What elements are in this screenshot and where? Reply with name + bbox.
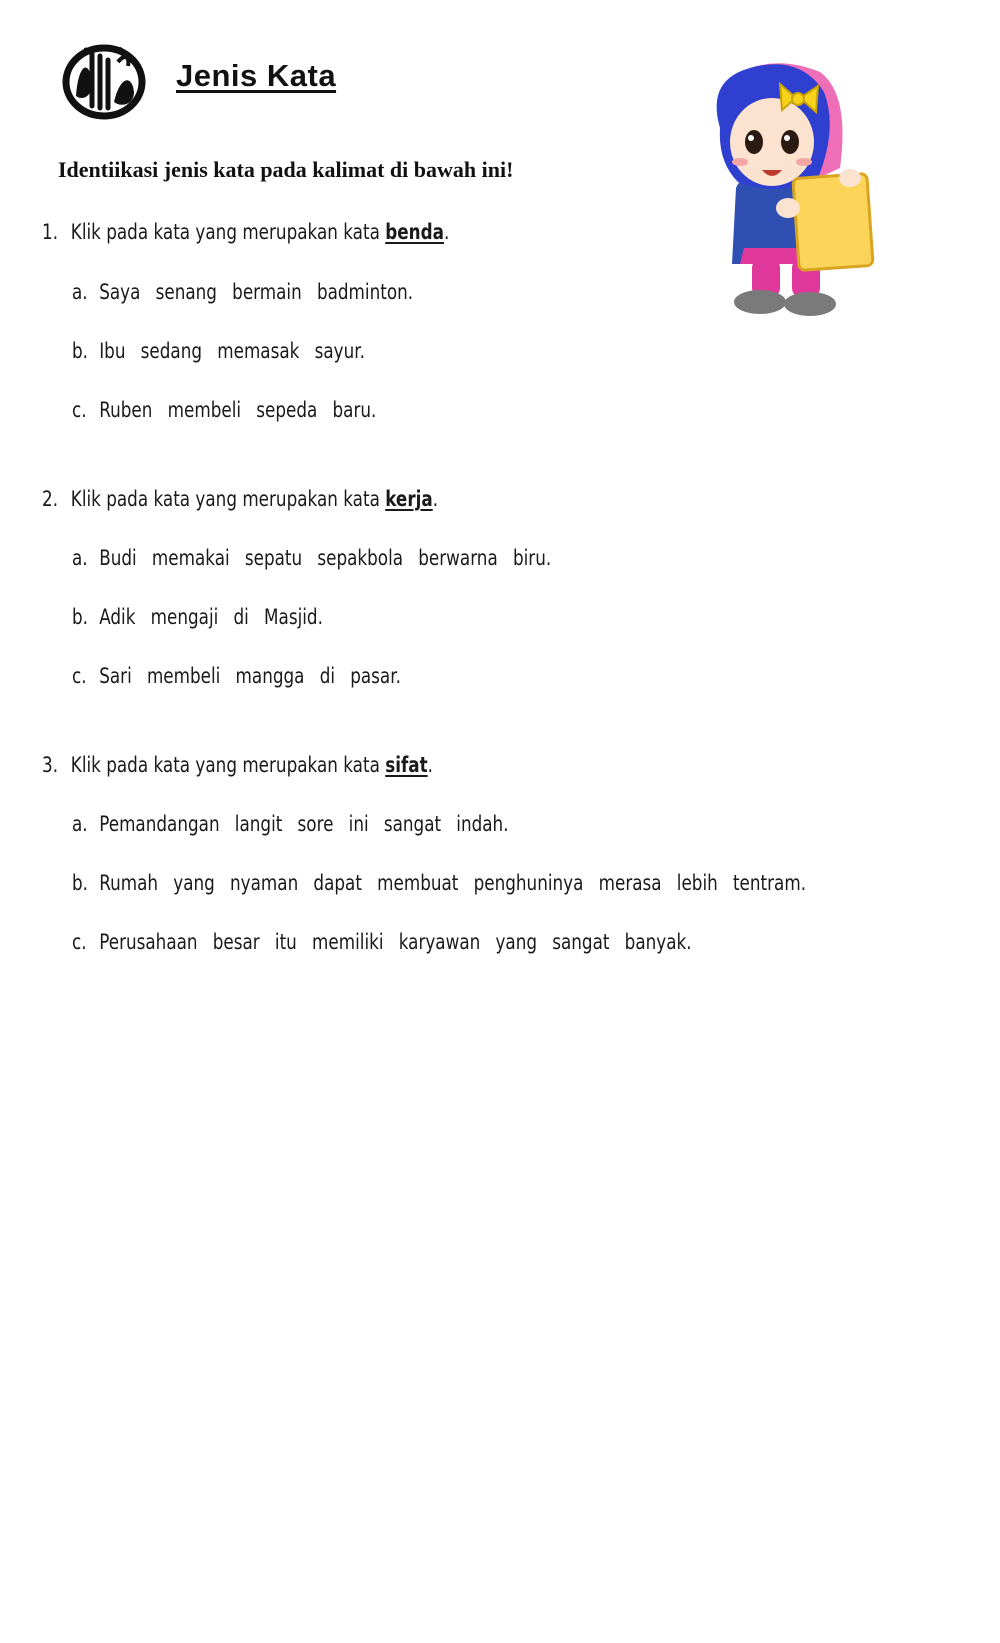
word-option[interactable]: Saya [99, 280, 141, 304]
calligraphy-logo [62, 36, 146, 120]
word-option[interactable]: Masjid. [264, 605, 323, 629]
question-punct: . [443, 220, 450, 244]
word-option[interactable]: Adik [99, 605, 136, 629]
word-option[interactable]: tentram. [732, 871, 807, 895]
word-option[interactable]: lebih [676, 871, 718, 895]
word-option[interactable]: sepakbola [317, 546, 404, 570]
word-option[interactable]: Ibu [99, 339, 126, 363]
option-letter: a. [72, 812, 88, 836]
word-option[interactable]: sangat [552, 930, 610, 954]
option-2b [72, 605, 338, 629]
question-punct: . [432, 487, 439, 511]
word-option[interactable]: nyaman [230, 871, 299, 895]
word-option[interactable]: merasa [598, 871, 662, 895]
option-letter: c. [72, 398, 87, 422]
option-1b [72, 339, 380, 363]
word-option[interactable]: Perusahaan [99, 930, 198, 954]
word-option[interactable]: penghuninya [473, 871, 584, 895]
question-number: 2. [42, 487, 59, 511]
word-option[interactable]: membeli [167, 398, 242, 422]
girl-holding-board-illustration [700, 58, 910, 326]
question-keyword: kerja [385, 487, 433, 511]
word-option[interactable]: sepatu [244, 546, 303, 570]
word-option[interactable]: besar [212, 930, 260, 954]
word-option[interactable]: Sari [99, 664, 132, 688]
word-option[interactable]: membuat [377, 871, 459, 895]
page-title: Jenis Kata [176, 58, 337, 93]
option-letter: b. [72, 605, 89, 629]
option-1a [72, 280, 428, 304]
option-letter: a. [72, 280, 88, 304]
option-2a [72, 546, 566, 570]
word-option[interactable]: membeli [146, 664, 221, 688]
question-prompt: Klik pada kata yang merupakan kata [70, 220, 380, 244]
question-number: 3. [42, 753, 59, 777]
word-option[interactable]: di [319, 664, 336, 688]
word-option[interactable]: sepeda [256, 398, 318, 422]
question-keyword: sifat [385, 753, 428, 777]
option-letter: c. [72, 664, 87, 688]
word-option[interactable]: sangat [383, 812, 442, 836]
option-3c [72, 930, 707, 954]
word-option[interactable]: biru. [512, 546, 552, 570]
word-option[interactable]: Budi [99, 546, 137, 570]
word-option[interactable]: memakai [151, 546, 230, 570]
word-option[interactable]: sedang [140, 339, 203, 363]
word-option[interactable]: dapat [313, 871, 362, 895]
word-option[interactable]: langit [234, 812, 283, 836]
word-option[interactable]: sore [297, 812, 334, 836]
word-option[interactable]: badminton. [316, 280, 414, 304]
option-3b [72, 871, 821, 895]
word-option[interactable]: berwarna [418, 546, 498, 570]
question-3 [42, 753, 433, 777]
word-option[interactable]: memiliki [312, 930, 384, 954]
word-option[interactable]: Ruben [99, 398, 153, 422]
question-punct: . [427, 753, 433, 777]
word-option[interactable]: Rumah [99, 871, 159, 895]
option-letter: c. [72, 930, 87, 954]
option-letter: b. [72, 871, 89, 895]
word-option[interactable]: indah. [456, 812, 509, 836]
option-letter: b. [72, 339, 89, 363]
word-option[interactable]: senang [155, 280, 217, 304]
option-2c [72, 664, 416, 688]
question-prompt: Klik pada kata yang merupakan kata [70, 753, 380, 777]
word-option[interactable]: ini [348, 812, 369, 836]
word-option[interactable]: yang [495, 930, 538, 954]
word-option[interactable]: mengaji [150, 605, 219, 629]
word-option[interactable]: baru. [332, 398, 377, 422]
word-option[interactable]: karyawan [398, 930, 481, 954]
word-option[interactable]: itu [274, 930, 297, 954]
question-keyword: benda [385, 220, 444, 244]
word-option[interactable]: memasak [217, 339, 300, 363]
word-option[interactable]: Pemandangan [99, 812, 220, 836]
word-option[interactable]: yang [173, 871, 215, 895]
question-1 [42, 220, 449, 244]
instruction-text: Identiikasi jenis kata pada kalimat di bawah ini! [58, 157, 514, 182]
word-option[interactable]: di [233, 605, 249, 629]
word-option[interactable]: mangga [235, 664, 305, 688]
option-letter: a. [72, 546, 88, 570]
word-option[interactable]: sayur. [314, 339, 365, 363]
word-option[interactable]: bermain [232, 280, 302, 304]
question-prompt: Klik pada kata yang merupakan kata [70, 487, 380, 511]
question-number: 1. [42, 220, 59, 244]
option-3a [72, 812, 524, 836]
word-option[interactable]: pasar. [350, 664, 401, 688]
word-option[interactable]: banyak. [624, 930, 692, 954]
question-2 [42, 487, 438, 511]
option-1c [72, 398, 392, 422]
